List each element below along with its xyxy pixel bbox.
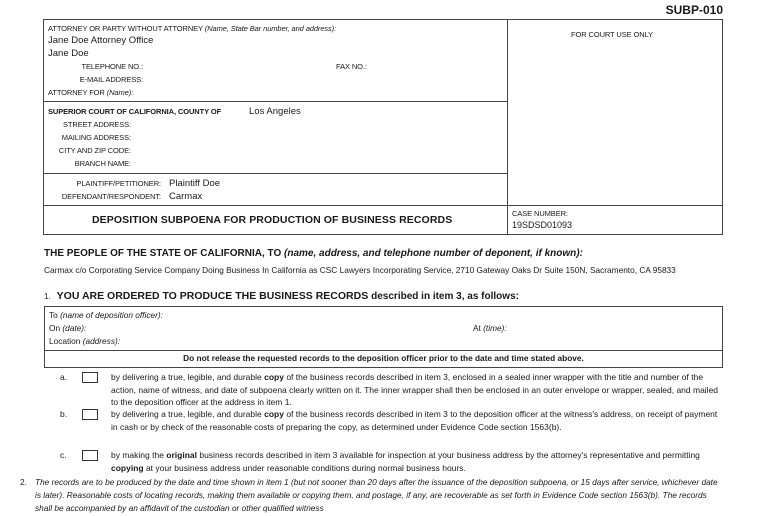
court-use-divider (507, 20, 508, 234)
deposition-officer-box (44, 306, 723, 368)
divider (45, 350, 722, 351)
divider (44, 101, 507, 102)
divider (44, 173, 507, 174)
defendant-label: DEFENDANT/RESPONDENT: (61, 192, 161, 201)
to-officer-field: To (name of deposition officer): (49, 310, 163, 320)
divider (44, 205, 722, 206)
mailing-address-label: MAILING ADDRESS: (61, 133, 131, 142)
option-c: c. by making the original business records described in item 3 available for inspection at your business address by the attorney's representative and permitting copying at your business address under reasonable conditions during normal business hours. (60, 450, 700, 473)
item2-paragraph: 2. The records are to be produced by the date and time shown in item 1 (but not sooner than 20 days after the issuance of the deposition subpoena, or 15 days after service, whichever date is later). Reasonable costs of locating records, making them available or copying them, and postage, if any, are recoverable as set forth in Evidence Code section 1563(b). The records shall be accompanied by an affidavit of the custodian or other qualified witness (20, 477, 718, 513)
caption-header-box (43, 19, 723, 235)
plaintiff-value[interactable]: Plaintiff Doe (169, 178, 221, 189)
option-b-checkbox[interactable] (82, 409, 98, 420)
item1-heading: 1. YOU ARE ORDERED TO PRODUCE THE BUSINESS RECORDS described in item 3, as follows: (44, 290, 519, 302)
release-notice: Do not release the requested records to the deposition officer prior to the date and time stated above. (183, 353, 584, 363)
branch-name-label: BRANCH NAME: (74, 159, 131, 168)
court-label: SUPERIOR COURT OF CALIFORNIA, COUNTY OF (48, 107, 222, 116)
street-address-label: STREET ADDRESS: (63, 120, 131, 129)
option-a: a. by delivering a true, legible, and durable copy of the business records described in item 3, enclosed in a sealed inner wrapper with the title and number of the action, name of witness, and date of subpoena clearly written on it. The inner wrapper shall then be enclosed in an outer envelope or wrapper, sealed, and mailed to the deposition officer at the address in item 1. (60, 372, 719, 407)
option-c-checkbox[interactable] (82, 450, 98, 461)
location-field: Location (address): (49, 336, 121, 346)
attorney-name-line1[interactable]: Jane Doe Attorney Office (48, 35, 154, 46)
form-title: DEPOSITION SUBPOENA FOR PRODUCTION OF BUSINESS RECORDS (92, 214, 453, 226)
email-label: E-MAIL ADDRESS: (79, 75, 143, 84)
option-b: b. by delivering a true, legible, and durable copy of the business records described in item 3 to the deposition officer at the witness's address, on receipt of payment in cash or by check of the reasonable costs of preparing the copy, as determined under Evidence Code section 1563(b). (60, 409, 718, 432)
people-heading: THE PEOPLE OF THE STATE OF CALIFORNIA, TO (name, address, and telephone number of deponent, if known): (44, 248, 583, 259)
form-number: SUBP-010 (665, 3, 723, 17)
defendant-value[interactable]: Carmax (169, 191, 203, 202)
fax-label: FAX NO.: (336, 62, 367, 71)
case-number-label: CASE NUMBER: (512, 209, 568, 218)
option-a-checkbox[interactable] (82, 372, 98, 383)
on-date-field: On (date): (49, 323, 87, 333)
deponent-info[interactable]: Carmax c/o Corporating Service Company Doing Business In California as CSC Lawyers Incorporating Service, 2710 Gateway Oaks Dr Suite 150N, Sacramento, CA 95833 (44, 265, 676, 275)
attorney-label: ATTORNEY OR PARTY WITHOUT ATTORNEY (Name, State Bar number, and address): (48, 24, 337, 33)
attorney-for-label: ATTORNEY FOR (Name): (48, 88, 134, 97)
county-value[interactable]: Los Angeles (249, 106, 301, 117)
attorney-name-line2[interactable]: Jane Doe (48, 48, 89, 59)
case-number-value[interactable]: 19SDSD01093 (512, 220, 573, 230)
plaintiff-label: PLAINTIFF/PETITIONER: (76, 179, 161, 188)
court-use-label: FOR COURT USE ONLY (571, 30, 653, 39)
city-zip-label: CITY AND ZIP CODE: (58, 146, 131, 155)
at-time-field: At (time): (473, 323, 507, 333)
telephone-label: TELEPHONE NO.: (81, 62, 143, 71)
